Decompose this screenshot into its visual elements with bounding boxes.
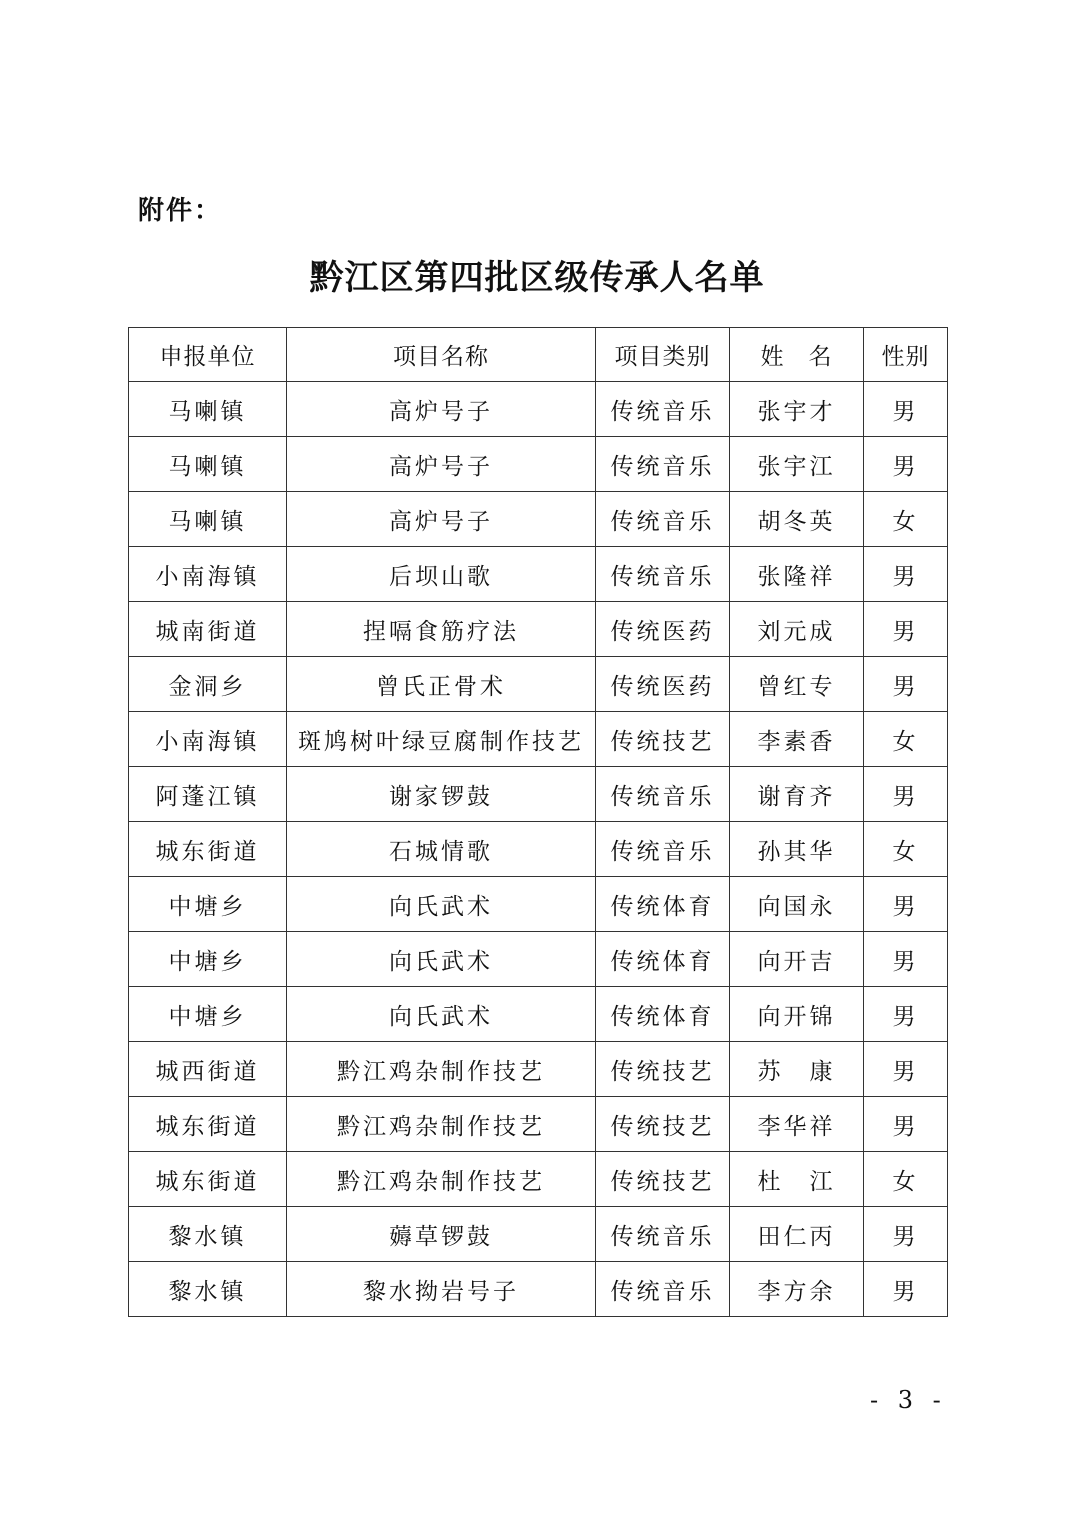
cell-project-name: 高炉号子 [287,437,596,492]
cell-unit: 城东街道 [129,1097,287,1152]
cell-project-category: 传统技艺 [596,1152,730,1207]
table-row [129,657,948,712]
cell-gender: 女 [864,822,948,877]
cell-gender: 男 [864,1262,948,1317]
cell-name: 张宇才 [730,382,864,437]
cell-gender: 男 [864,657,948,712]
table-row [129,547,948,602]
cell-name: 向开锦 [730,987,864,1042]
cell-unit: 黎水镇 [129,1262,287,1317]
table-row [129,932,948,987]
cell-project-name: 后坝山歌 [287,547,596,602]
cell-unit: 城西街道 [129,1042,287,1097]
cell-gender: 男 [864,877,948,932]
table-row [129,437,948,492]
cell-name: 向开吉 [730,932,864,987]
cell-name: 刘元成 [730,602,864,657]
cell-gender: 男 [864,932,948,987]
cell-project-category: 传统体育 [596,987,730,1042]
cell-project-name: 谢家锣鼓 [287,767,596,822]
cell-gender: 男 [864,437,948,492]
cell-unit: 小南海镇 [129,712,287,767]
cell-project-category: 传统医药 [596,657,730,712]
cell-project-name: 向氏武术 [287,987,596,1042]
cell-project-name: 黔江鸡杂制作技艺 [287,1042,596,1097]
cell-unit: 小南海镇 [129,547,287,602]
table-header-row [129,328,948,382]
table-row [129,1207,948,1262]
table-body [129,382,948,1317]
cell-unit: 中塘乡 [129,877,287,932]
cell-unit: 黎水镇 [129,1207,287,1262]
cell-gender: 男 [864,1207,948,1262]
cell-unit: 马喇镇 [129,382,287,437]
table-row [129,1262,948,1317]
cell-project-category: 传统音乐 [596,382,730,437]
cell-gender: 男 [864,547,948,602]
cell-unit: 马喇镇 [129,437,287,492]
cell-gender: 女 [864,492,948,547]
cell-name: 张隆祥 [730,547,864,602]
cell-name: 田仁丙 [730,1207,864,1262]
table-row [129,712,948,767]
cell-project-name: 黎水拗岩号子 [287,1262,596,1317]
table-row [129,877,948,932]
cell-name: 杜 江 [730,1152,864,1207]
cell-project-name: 斑鸠树叶绿豆腐制作技艺 [287,712,596,767]
cell-project-name: 石城情歌 [287,822,596,877]
cell-project-category: 传统音乐 [596,437,730,492]
document-title: 黔江区第四批区级传承人名单 [309,258,765,298]
cell-unit: 金洞乡 [129,657,287,712]
cell-project-category: 传统音乐 [596,547,730,602]
cell-project-category: 传统技艺 [596,1042,730,1097]
cell-project-name: 向氏武术 [287,877,596,932]
cell-unit: 马喇镇 [129,492,287,547]
header-name: 姓 名 [730,328,864,382]
table-row [129,1042,948,1097]
page-number: - 3 - [870,1386,947,1414]
table-row [129,1152,948,1207]
cell-name: 苏 康 [730,1042,864,1097]
cell-project-category: 传统音乐 [596,1207,730,1262]
cell-unit: 阿蓬江镇 [129,767,287,822]
table-row [129,382,948,437]
cell-project-category: 传统音乐 [596,767,730,822]
cell-unit: 城南街道 [129,602,287,657]
header-project-category: 项目类别 [596,328,730,382]
cell-gender: 女 [864,1152,948,1207]
cell-project-category: 传统音乐 [596,822,730,877]
table-row [129,492,948,547]
cell-project-name: 曾氏正骨术 [287,657,596,712]
cell-name: 向国永 [730,877,864,932]
cell-name: 谢育齐 [730,767,864,822]
cell-name: 李华祥 [730,1097,864,1152]
cell-project-name: 高炉号子 [287,382,596,437]
cell-name: 李方余 [730,1262,864,1317]
cell-gender: 男 [864,767,948,822]
cell-gender: 男 [864,987,948,1042]
cell-project-category: 传统医药 [596,602,730,657]
table-row [129,767,948,822]
cell-name: 张宇江 [730,437,864,492]
cell-unit: 城东街道 [129,822,287,877]
cell-project-category: 传统音乐 [596,1262,730,1317]
cell-gender: 女 [864,712,948,767]
header-project-name: 项目名称 [287,328,596,382]
cell-name: 曾红专 [730,657,864,712]
cell-project-category: 传统音乐 [596,492,730,547]
cell-unit: 中塘乡 [129,932,287,987]
header-unit: 申报单位 [129,328,287,382]
cell-name: 胡冬英 [730,492,864,547]
cell-project-category: 传统技艺 [596,1097,730,1152]
table-row [129,1097,948,1152]
cell-project-category: 传统体育 [596,877,730,932]
cell-project-category: 传统技艺 [596,712,730,767]
cell-name: 李素香 [730,712,864,767]
inheritor-table [128,327,948,1317]
cell-project-name: 黔江鸡杂制作技艺 [287,1097,596,1152]
cell-gender: 男 [864,382,948,437]
cell-project-name: 向氏武术 [287,932,596,987]
cell-project-name: 高炉号子 [287,492,596,547]
cell-name: 孙其华 [730,822,864,877]
cell-unit: 城东街道 [129,1152,287,1207]
cell-project-name: 薅草锣鼓 [287,1207,596,1262]
cell-gender: 男 [864,602,948,657]
table-row [129,602,948,657]
header-gender: 性别 [864,328,948,382]
table-row [129,987,948,1042]
cell-project-name: 黔江鸡杂制作技艺 [287,1152,596,1207]
cell-project-name: 捏嗝食筋疗法 [287,602,596,657]
cell-project-category: 传统体育 [596,932,730,987]
cell-unit: 中塘乡 [129,987,287,1042]
table-row [129,822,948,877]
cell-gender: 男 [864,1097,948,1152]
attachment-label: 附件： [138,196,223,226]
cell-gender: 男 [864,1042,948,1097]
